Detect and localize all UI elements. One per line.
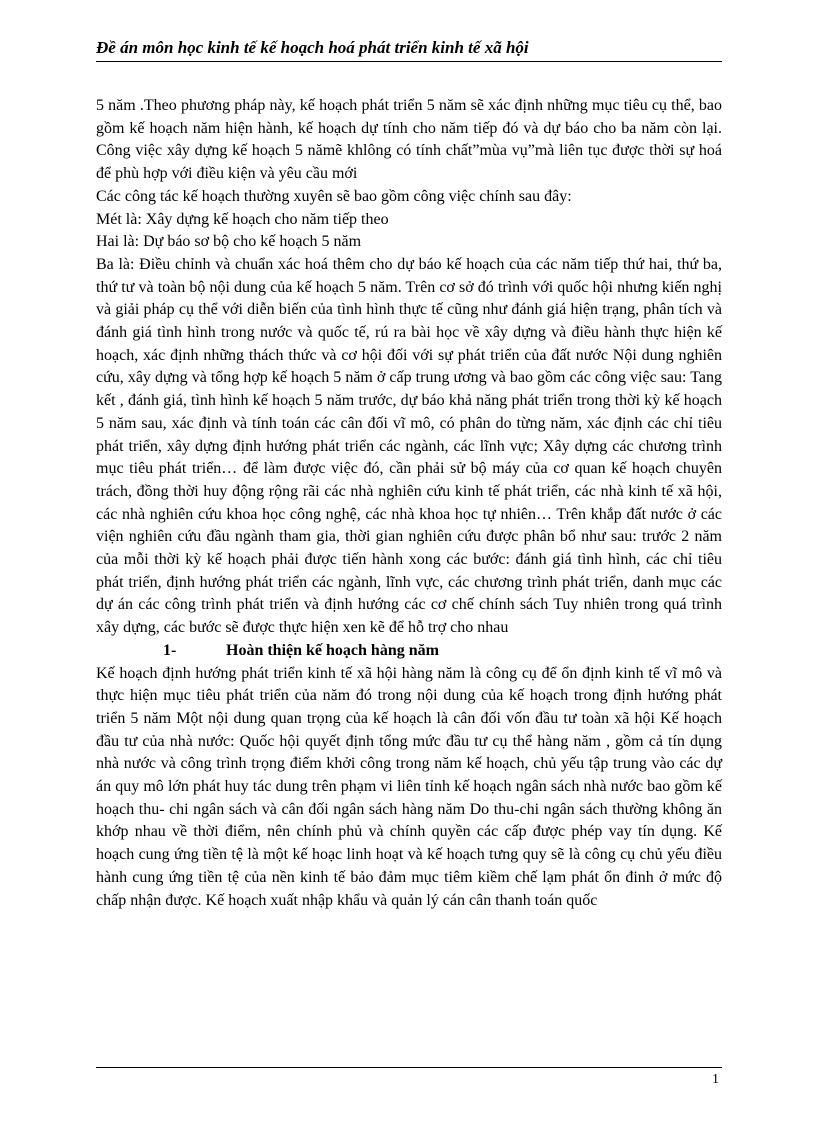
- section-number: 1-: [163, 641, 177, 659]
- section-title: Hoàn thiện kế hoạch hàng năm: [226, 641, 439, 659]
- document-body: [96, 95, 722, 912]
- section-heading: [96, 640, 722, 663]
- body-paragraph: Mét là: Xây dựng kế hoạch cho năm tiếp theo: [96, 210, 389, 228]
- page-header-title: Đề án môn học kinh tế kế hoạch hoá phát triển kinh tế xã hội: [96, 38, 529, 57]
- footer-divider: [96, 1067, 722, 1068]
- header-divider: [96, 61, 722, 62]
- section-paragraph: Kế hoạch định hướng phát triển kinh tế xã hội hàng năm là công cụ để ổn định kinh tế vĩ mô và thực hiện mục tiêu phát triển của năm đó trong nội dung của kế hoạch trong định hướng phát triển 5 năm Một nội dung quan trọng của kế hoạch là cân đối vốn đầu tư toàn xã hội Kế hoạch đầu tư của nhà nước: Quốc hội quyết định tổng mức đầu tư cụ thể hàng năm , gồm cả tín dụng nhà nước và công trình trọng điểm khởi công trong năm kế hoạch, chủ yếu tập trung vào các dự án quy mô lớn phát huy tác dung trên phạm vi liên tỉnh kế hoạch ngân sách nhà nước bao gồm kế hoạch thu- chi ngân sách và cân đối ngân sách hàng năm Do thu-chi ngân sách thường không ăn khớp nhau về thời điểm, nên chính phủ và chính quyền các cấp được phép vay tín dụng. Kế hoạch cung ứng tiền tệ là một kế hoạc linh hoạt và kế hoạch tưng quy sẽ là công cụ chủ yếu điều hành cung ứng tiền tệ của nền kinh tế bảo đảm mục tiêm kiềm chế lạm phát ổn đinh ở mức độ chấp nhận được. Kế hoạch xuất nhập khẩu và quản lý cán cân thanh toán quốc: [96, 664, 722, 909]
- body-paragraph: Các công tác kế hoạch thường xuyên sẽ bao gồm công việc chính sau đây:: [96, 187, 572, 205]
- body-paragraph: 5 năm .Theo phương pháp này, kế hoạch phát triển 5 năm sẽ xác định những mục tiêu cụ thể, bao gồm kế hoạch năm hiện hành, kế hoạch dự tính cho năm tiếp đó và dự báo cho ba năm còn lại. Công việc xây dựng kế hoạch 5 nămẽ khlông có tính chất”mùa vụ”mà liên tục được thời sự hoá để phù hợp với điều kiện và yêu cầu mới: [96, 97, 722, 183]
- body-paragraph: Ba là: Điều chỉnh và chuẩn xác hoá thêm cho dự báo kế hoạch của các năm tiếp thứ hai, thứ ba, thứ tư và toàn bộ nội dung của kế hoạch 5 năm. Trên cơ sở đó trình với quốc hội nhưng kiến nghị và giải pháp cụ thể với diễn biến của tình hình thực tế cũng như đánh giá hiện trạng, phân tích và đánh giá tình hình trong nước và quốc tế, rú ra bài học về xây dựng và điều hành thực hiện kế hoạch, xác định những thách thức và cơ hội đối với sự phát triển của đất nước Nội dung nghiên cứu, xây dựng và tổng hợp kế hoạch 5 năm ở cấp trung ương và bao gồm các công việc sau: Tang kết , đánh giá, tình hình kế hoạch 5 năm trước, dự báo khả năng phát triển trong thời kỳ kế hoạch 5 năm sau, xác định và tính toán các cân đối vĩ mô, có phân do từng năm, xác định các chỉ tiêu phát triển, xây dựng định hướng phát triển các ngành, các lĩnh vực; Xây dựng các chương trình mục tiêu phát triển… để làm được việc đó, cần phải sử bộ máy của cơ quan kế hoạch chuyên trách, đồng thời huy động rộng rãi các nhà nghiên cứu kinh tế phát triển, các nhà kinh tế xã hội, các nhà nghiên cứu khoa học công nghệ, các nhà khoa học tự nhiên… Trên khắp đất nước ở các viện nghiên cứu đầu ngành tham gia, thời gian nghiên cứu được phân bổ như sau: trước 2 năm của mỗi thời kỳ kế hoạch phải được tiến hành xong các bước: đánh giá tình hình, các chỉ tiêu phát triển, định hướng phát triển các ngành, lĩnh vực, các chương trình phát triển, danh mục các dự án các công trình phát triển và định hướng các cơ chế chính sách Tuy nhiên trong quá trình xây dựng, các bước sẽ được thực hiện xen kẽ để hỗ trợ cho nhau: [96, 255, 722, 637]
- page-number: 1: [712, 1072, 719, 1087]
- body-paragraph: Hai là: Dự báo sơ bộ cho kế hoạch 5 năm: [96, 233, 362, 251]
